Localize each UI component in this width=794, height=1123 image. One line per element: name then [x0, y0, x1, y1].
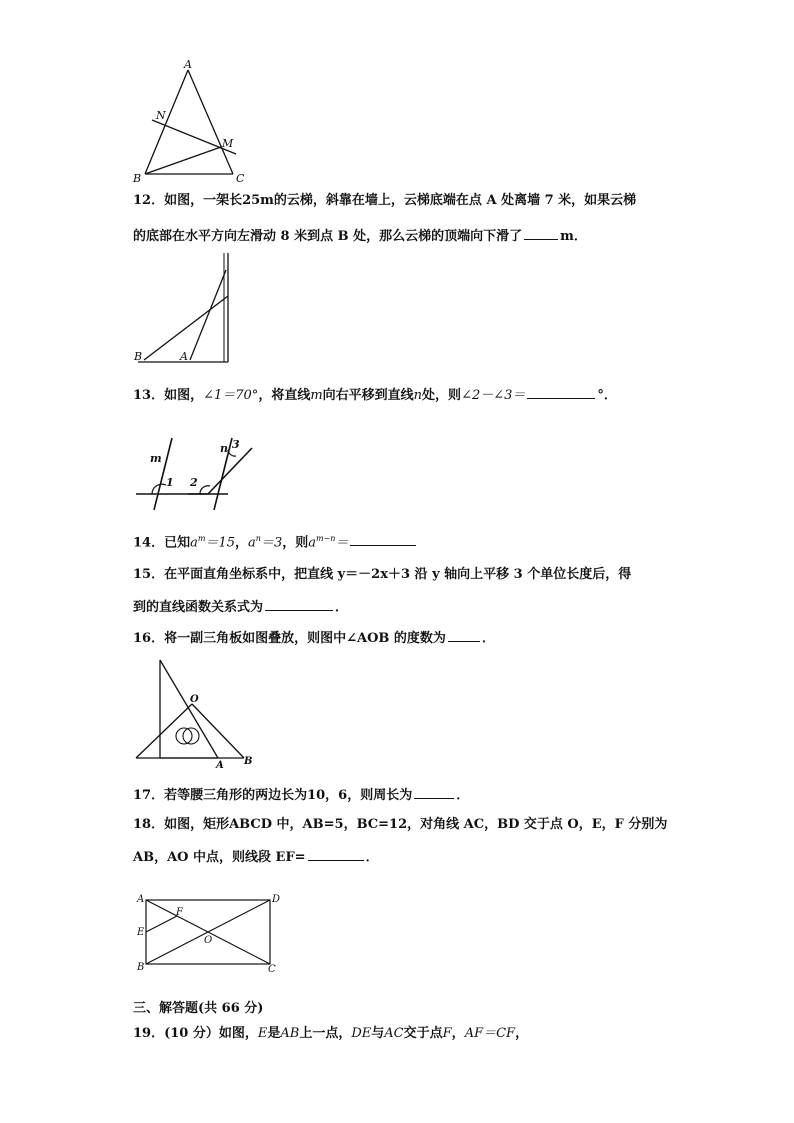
q14-text-b: ，则 [282, 535, 309, 551]
q14-base-3: a [308, 535, 316, 551]
label-3: 3 [232, 438, 240, 451]
q14-exp-1: m [197, 534, 206, 543]
q14-exp-2: n [255, 534, 261, 543]
label-c: C [268, 964, 276, 975]
label-b: B [137, 962, 145, 973]
label-b: B [133, 172, 142, 185]
q18-line2 [133, 847, 773, 867]
q17-end: ． [456, 788, 470, 803]
q13-line-n: n [413, 388, 423, 403]
q12-unit: m． [560, 229, 587, 244]
q18-answer-blank[interactable] [308, 847, 364, 861]
q14-base-1: a [190, 535, 198, 551]
q12-line2-text: 的底部在水平方向左滑动 8 米到点 B 处，那么云梯的顶端向下滑了 [133, 229, 523, 244]
set-squares-figure [132, 656, 262, 771]
q14-line [133, 530, 773, 552]
q13-text-a: 13．如图， [133, 388, 204, 403]
label-1: 1 [166, 476, 174, 489]
q12-line1: 12．如图，一架长25m的云梯，斜靠在墙上，云梯底端在点 A 处离墙 7 米，如果云梯 [133, 193, 637, 208]
q13-line-m: m [310, 388, 323, 403]
q15-text: 到的直线函数关系式为 [133, 600, 264, 615]
q17-line [133, 785, 773, 805]
parallel-lines-figure [132, 430, 262, 514]
label-d: D [272, 894, 281, 905]
q14-answer-blank[interactable] [350, 532, 416, 546]
q19-t2: 上一点， [299, 1026, 352, 1041]
label-e: E [137, 927, 145, 938]
q19-seg-ab: AB [280, 1026, 300, 1041]
triangle-abc-figure [128, 58, 248, 186]
q14-text-a: 14．已知 [133, 535, 191, 551]
q15-line2 [133, 597, 773, 617]
label-n: N [156, 109, 166, 122]
q13-angle1: ∠1＝70° [203, 388, 259, 403]
label-m: m [150, 452, 162, 465]
label-a: A [184, 58, 192, 71]
q12-line2 [133, 226, 773, 246]
q14-base-2: a [248, 535, 256, 551]
ladder-figure [130, 250, 240, 366]
section-3-heading: 三、解答题(共 66 分) [133, 1001, 264, 1016]
label-2: 2 [190, 476, 198, 489]
q14-sep: ， [235, 535, 249, 551]
q15-answer-blank[interactable] [265, 597, 333, 611]
label-f: F [176, 907, 183, 918]
label-b: B [244, 756, 253, 767]
q14-eq-2: ＝3 [260, 535, 283, 551]
q13-degree: °． [597, 388, 617, 403]
q16-answer-blank[interactable] [448, 628, 480, 642]
label-m: M [222, 137, 234, 150]
q19-equation: AF＝CF [464, 1026, 516, 1041]
rectangle-abcd-figure [134, 890, 284, 976]
q19-t3: 与 [371, 1026, 385, 1041]
label-n: n [220, 442, 228, 455]
label-a: A [216, 760, 224, 771]
q19-t4: 交于点 [403, 1026, 443, 1041]
q13-answer-blank[interactable] [527, 385, 595, 399]
q17-answer-blank[interactable] [414, 785, 454, 799]
label-b: B [134, 350, 143, 363]
label-a: A [180, 350, 188, 363]
q12-answer-blank[interactable] [524, 226, 558, 240]
q19-t6: ， [515, 1026, 529, 1041]
q19-seg-de: DE [351, 1026, 372, 1041]
q19-t5: ， [451, 1026, 465, 1041]
q19-point-f: F [442, 1026, 452, 1041]
q19-point-e: E [257, 1026, 268, 1041]
q18-text: AB，AO 中点，则线段 EF= [133, 850, 306, 865]
q13-text-c: 向右平移到直线 [322, 388, 414, 403]
q16-end: ． [481, 631, 495, 646]
q19-text-a: 19．(10 分）如图， [133, 1026, 258, 1041]
q14-eq-3: ＝ [335, 535, 349, 551]
q18-line1: 18．如图，矩形ABCD 中，AB=5，BC=12，对角线 AC，BD 交于点 O，E，F 分别为 [133, 817, 668, 832]
q13-text-d: 处，则 [422, 388, 462, 403]
q19-seg-ac: AC [384, 1026, 404, 1041]
label-o: O [204, 935, 213, 946]
q16-text: 16．将一副三角板如图叠放，则图中∠AOB 的度数为 [133, 631, 446, 646]
q15-end: ． [335, 600, 349, 615]
q14-exp-3: m−n [316, 534, 336, 543]
q13-line [133, 385, 773, 405]
q13-text-b: ，将直线 [258, 388, 311, 403]
q15-line1: 15．在平面直角坐标系中，把直线 y＝－2x＋3 沿 y 轴向上平移 3 个单位长度后，得 [133, 567, 632, 582]
q17-text: 17．若等腰三角形的两边长为10，6，则周长为 [133, 788, 413, 803]
label-a: A [137, 894, 145, 905]
q13-expression: ∠2－∠3＝ [461, 388, 526, 403]
q19-t1: 是 [267, 1026, 281, 1041]
q16-line [133, 628, 773, 648]
q19-line [133, 1025, 773, 1043]
q18-end: ． [365, 850, 379, 865]
label-o: O [190, 694, 199, 705]
q14-eq-1: ＝15 [205, 535, 235, 551]
label-c: C [236, 172, 245, 185]
